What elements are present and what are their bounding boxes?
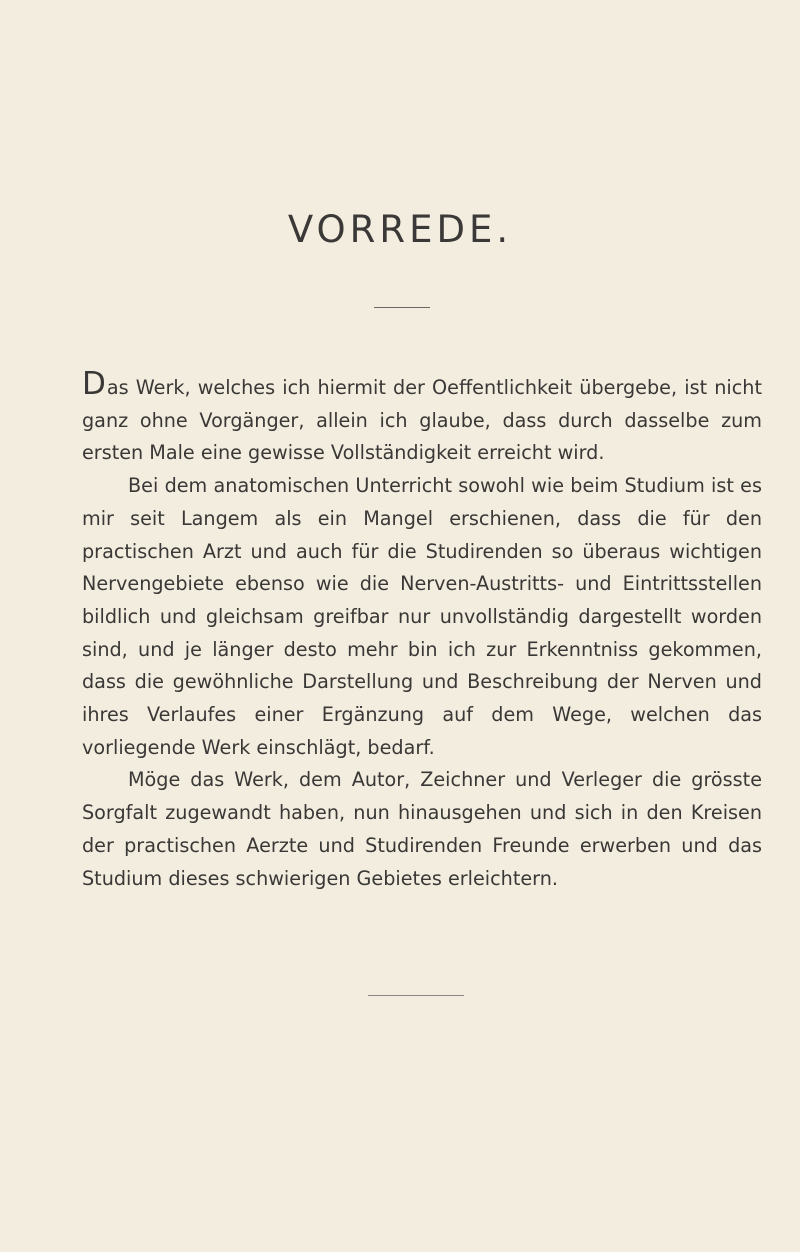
closing-divider bbox=[368, 995, 464, 996]
page-title: VORREDE. bbox=[287, 208, 513, 251]
title-divider bbox=[374, 307, 430, 308]
preface-body bbox=[82, 366, 762, 895]
paragraph-1-text: as Werk, welches ich hiermit der Oeffentlichkeit übergebe, ist nicht ganz ohne Vorgänger, allein ich glaube, dass durch dasselbe zum ersten Male eine gewisse Vollständigkeit erreicht wird. bbox=[82, 376, 762, 465]
paragraph-2: Bei dem anatomischen Unterricht sowohl wie beim Studium ist es mir seit Langem als ein Mangel erschienen, dass die für den practischen Arzt und auch für die Studirenden so überaus wichtigen Nervengebiete ebenso wie die Nerven-Austritts- und Eintrittsstellen bildlich und gleichsam greifbar nur unvollständig dargestellt worden sind, und je länger desto mehr bin ich zur Erkenntniss gekommen, dass die gewöhnliche Darstellung und Beschreibung der Nerven und ihres Verlaufes einer Ergänzung auf dem Wege, welchen das vorliegende Werk einschlägt, bedarf. bbox=[82, 474, 762, 759]
paragraph-1 bbox=[82, 366, 762, 470]
initial-letter: D bbox=[82, 366, 106, 402]
paragraph-3: Möge das Werk, dem Autor, Zeichner und Verleger die grösste Sorgfalt zugewandt haben, nun hinausgehen und sich in den Kreisen der practischen Aerzte und Studirenden Freunde erwerben und das Studium dieses schwierigen Gebietes erleichtern. bbox=[82, 768, 762, 890]
